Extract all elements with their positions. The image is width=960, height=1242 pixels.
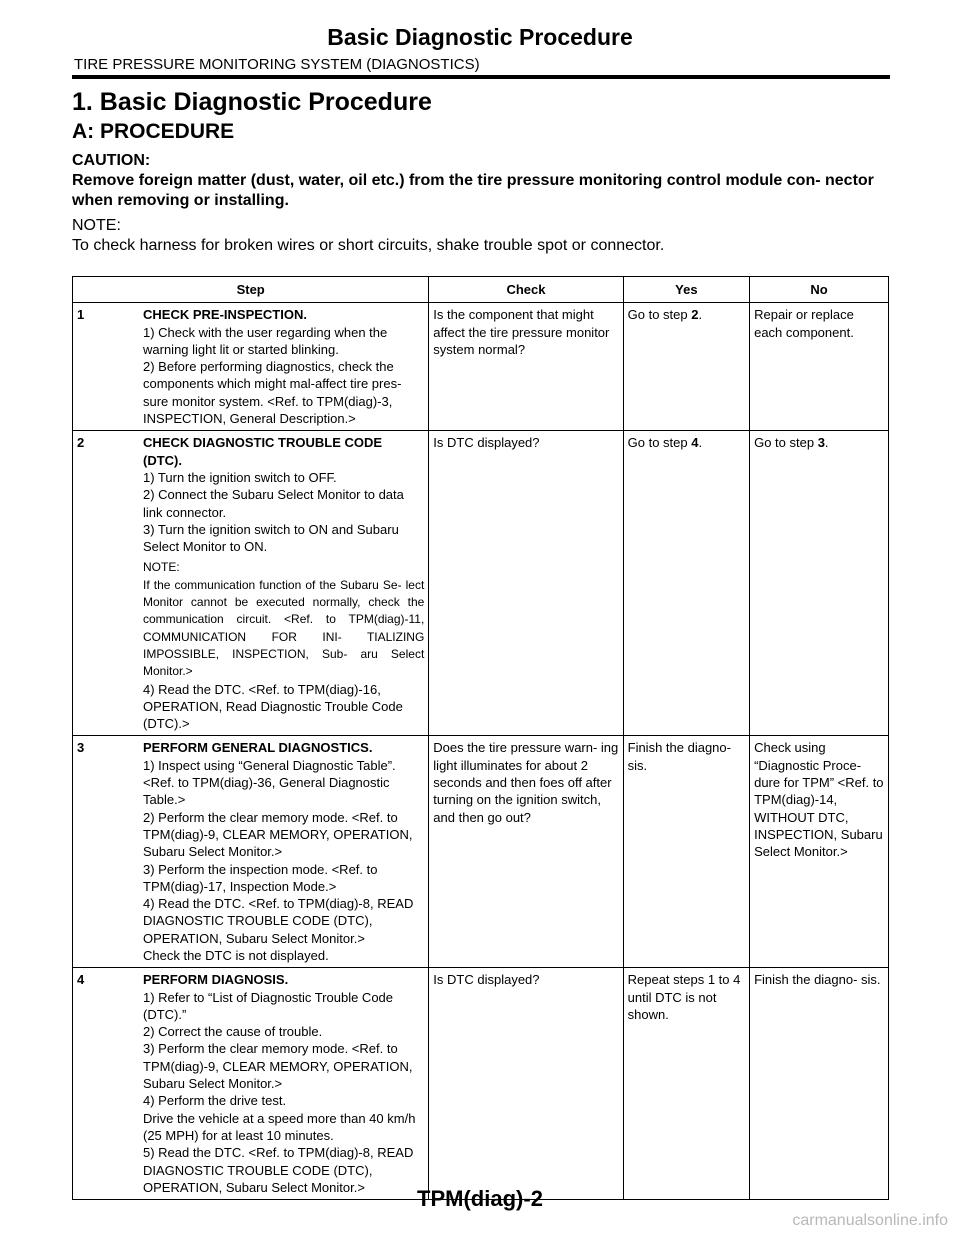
step-number: 4 bbox=[77, 972, 85, 988]
header-no: No bbox=[750, 277, 889, 303]
yes-prefix: Go to step bbox=[627, 307, 692, 323]
step-line: 1) Turn the ignition switch to OFF. bbox=[143, 469, 337, 485]
step-line: 1) Check with the user regarding when the warning light lit or started blinking. bbox=[143, 324, 388, 357]
table-row bbox=[73, 431, 889, 736]
step-cell bbox=[73, 736, 429, 968]
yes-cell bbox=[623, 431, 749, 736]
table-row bbox=[73, 303, 889, 431]
yes-suffix: . bbox=[698, 435, 703, 451]
check-cell: Is DTC displayed? bbox=[429, 431, 623, 736]
caution-text: Remove foreign matter (dust, water, oil etc.) from the tire pressure monitoring control module con- nector when removing or installing. bbox=[72, 172, 874, 209]
no-step-ref: 3 bbox=[817, 435, 825, 451]
check-cell: Does the tire pressure warn- ing light illuminates for about 2 seconds and then foes off after turning on the ignition switch, and then go out? bbox=[429, 736, 623, 968]
caution-label: CAUTION: bbox=[72, 152, 151, 169]
yes-cell: Finish the diagno- sis. bbox=[623, 736, 749, 968]
step-line: 2) Before performing diagnostics, check the components which might mal-affect tire pres- sure monitor system. <Ref. to TPM(diag)-3, INSPECTION, General Description.> bbox=[143, 359, 402, 427]
yes-cell bbox=[623, 303, 749, 431]
step-heading: PERFORM DIAGNOSIS. bbox=[143, 972, 289, 988]
header-divider bbox=[72, 75, 890, 79]
step-line: 3) Turn the ignition switch to ON and Subaru Select Monitor to ON. bbox=[143, 521, 399, 555]
caution-block bbox=[72, 151, 892, 211]
step-line: Drive the vehicle at a speed more than 40 km/h (25 MPH) for at least 10 minutes. bbox=[143, 1110, 416, 1143]
step-number: 1 bbox=[77, 307, 85, 323]
note-block bbox=[72, 216, 892, 256]
page-number: TPM(diag)-2 bbox=[417, 1186, 543, 1211]
step-note-text: If the communication function of the Subaru Se- lect Monitor cannot be executed normally, check the communication circuit. <Ref. to TPM(diag)-11, COMMUNICATION FOR INI- TIALIZING IMPOSSIBLE, INSPECTION, Sub- aru Select Monitor.> bbox=[143, 577, 425, 679]
step-heading: CHECK PRE-INSPECTION. bbox=[143, 307, 307, 323]
step-line: 1) Inspect using “General Diagnostic Table”. <Ref. to TPM(diag)-36, General Diagnostic Table.> bbox=[143, 757, 396, 808]
yes-cell: Repeat steps 1 to 4 until DTC is not shown. bbox=[623, 968, 749, 1200]
no-prefix: Go to step bbox=[754, 435, 818, 451]
step-line: 2) Connect the Subaru Select Monitor to data link connector. bbox=[143, 487, 404, 520]
step-number: 2 bbox=[77, 435, 85, 451]
step-cell bbox=[73, 968, 429, 1200]
table-row bbox=[73, 968, 889, 1200]
step-line: 3) Perform the inspection mode. <Ref. to TPM(diag)-17, Inspection Mode.> bbox=[143, 861, 378, 894]
step-line: 4) Perform the drive test. bbox=[143, 1093, 287, 1109]
procedure-table bbox=[72, 276, 889, 1200]
step-line: 5) Read the DTC. <Ref. to TPM(diag)-8, READ DIAGNOSTIC TROUBLE CODE (DTC), OPERATION, Subaru Select Monitor.> bbox=[143, 1145, 414, 1195]
step-line: 3) Perform the clear memory mode. <Ref. to TPM(diag)-9, CLEAR MEMORY, OPERATION, Subaru Select Monitor.> bbox=[143, 1041, 413, 1092]
table-header-row bbox=[73, 277, 889, 303]
note-label: NOTE: bbox=[72, 217, 121, 234]
step-heading: CHECK DIAGNOSTIC TROUBLE CODE (DTC). bbox=[143, 435, 383, 468]
yes-step-ref: 2 bbox=[691, 307, 699, 323]
page-header-title: Basic Diagnostic Procedure bbox=[327, 24, 633, 50]
step-note-label: NOTE: bbox=[143, 560, 180, 575]
header-check: Check bbox=[429, 277, 623, 303]
yes-suffix: . bbox=[698, 307, 703, 323]
page-header-subtitle: TIRE PRESSURE MONITORING SYSTEM (DIAGNOSTICS) bbox=[74, 56, 480, 73]
no-cell: Finish the diagno- sis. bbox=[750, 968, 889, 1200]
step-cell bbox=[73, 431, 429, 736]
no-cell bbox=[750, 431, 889, 736]
step-note bbox=[143, 559, 424, 680]
step-line: 4) Read the DTC. <Ref. to TPM(diag)-8, READ DIAGNOSTIC TROUBLE CODE (DTC), OPERATION, Subaru Select Monitor.> bbox=[143, 896, 414, 946]
subsection-title: A: PROCEDURE bbox=[72, 120, 235, 143]
yes-prefix: Go to step bbox=[627, 435, 692, 451]
yes-step-ref: 4 bbox=[691, 435, 699, 451]
step-line: 2) Correct the cause of trouble. bbox=[143, 1024, 323, 1040]
step-line: 1) Refer to “List of Diagnostic Trouble Code (DTC).” bbox=[143, 989, 394, 1022]
table-row bbox=[73, 736, 889, 968]
no-cell: Repair or replace each component. bbox=[750, 303, 889, 431]
watermark-text: carmanualsonline.info bbox=[792, 1212, 948, 1229]
no-cell: Check using “Diagnostic Proce- dure for TPM” <Ref. to TPM(diag)-14, WITHOUT DTC, INSPECTION, Subaru Select Monitor.> bbox=[750, 736, 889, 968]
header-yes: Yes bbox=[623, 277, 749, 303]
note-text: To check harness for broken wires or short circuits, shake trouble spot or connector. bbox=[72, 237, 665, 254]
step-cell bbox=[73, 303, 429, 431]
step-line: 4) Read the DTC. <Ref. to TPM(diag)-16, OPERATION, Read Diagnostic Trouble Code (DTC).> bbox=[143, 681, 403, 732]
header-step: Step bbox=[73, 277, 429, 303]
no-suffix: . bbox=[824, 435, 829, 451]
step-line: 2) Perform the clear memory mode. <Ref. to TPM(diag)-9, CLEAR MEMORY, OPERATION, Subaru Select Monitor.> bbox=[143, 809, 413, 860]
step-number: 3 bbox=[77, 740, 85, 756]
check-cell: Is the component that might affect the tire pressure monitor system normal? bbox=[429, 303, 623, 431]
step-line: Check the DTC is not displayed. bbox=[143, 947, 329, 963]
section-title: 1. Basic Diagnostic Procedure bbox=[72, 88, 432, 116]
check-cell: Is DTC displayed? bbox=[429, 968, 623, 1200]
step-heading: PERFORM GENERAL DIAGNOSTICS. bbox=[143, 740, 373, 756]
